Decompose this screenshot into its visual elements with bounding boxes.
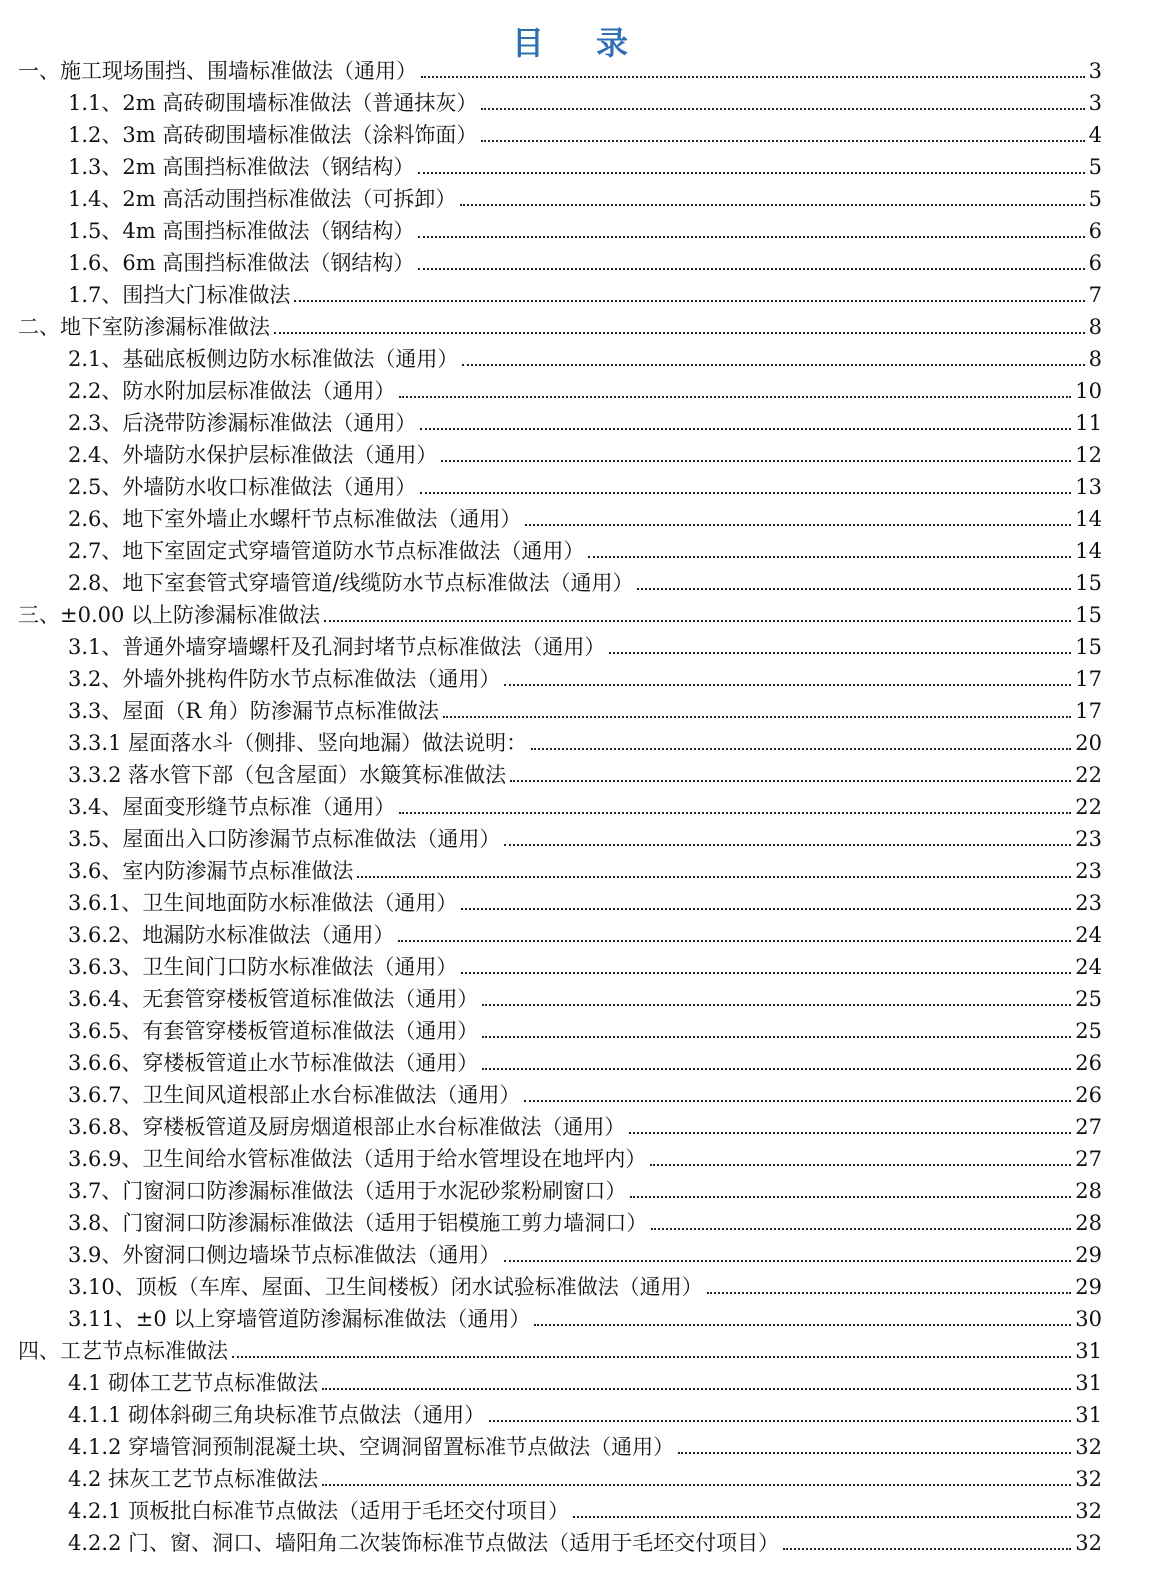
toc-entry-label: 1.7、围挡大门标准做法 xyxy=(68,283,291,307)
toc-subsection-entry[interactable] xyxy=(18,1269,1102,1301)
toc-page-number: 23 xyxy=(1075,827,1102,851)
toc-subsection-entry[interactable] xyxy=(18,981,1102,1013)
toc-entry-label: 3.6.4、无套管穿楼板管道标准做法（通用） xyxy=(68,987,479,1011)
toc-page-number: 31 xyxy=(1075,1339,1102,1363)
toc-subsection-entry[interactable] xyxy=(18,821,1102,853)
toc-dot-leader xyxy=(504,1260,1071,1262)
toc-page-number: 11 xyxy=(1075,411,1102,435)
toc-entry-label: 4.1 砌体工艺节点标准做法 xyxy=(68,1371,319,1395)
toc-subsection-entry[interactable] xyxy=(18,1365,1102,1397)
toc-entry-label: 4.1.1 砌体斜砌三角块标准节点做法（通用） xyxy=(68,1403,486,1427)
toc-entry-label: 3.3.1 屋面落水斗（侧排、竖向地漏）做法说明： xyxy=(68,731,528,755)
toc-subsection-entry[interactable] xyxy=(18,1525,1102,1557)
toc-dot-leader xyxy=(678,1452,1071,1454)
toc-page-number: 23 xyxy=(1075,859,1102,883)
toc-entry-label: 4.2.2 门、窗、洞口、墙阳角二次装饰标准节点做法（适用于毛坯交付项目） xyxy=(68,1531,780,1555)
toc-page-number: 31 xyxy=(1075,1371,1102,1395)
toc-subsection-entry[interactable] xyxy=(18,501,1102,533)
toc-page-number: 27 xyxy=(1075,1147,1102,1171)
toc-entry-label: 3.6.5、有套管穿楼板管道标准做法（通用） xyxy=(68,1019,479,1043)
toc-page-number: 5 xyxy=(1088,155,1102,179)
toc-entry-label: 2.5、外墙防水收口标准做法（通用） xyxy=(68,475,417,499)
page-title: 目 录 xyxy=(511,24,638,63)
toc-entry-label: 3.2、外墙外挑构件防水节点标准做法（通用） xyxy=(68,667,501,691)
toc-entry-label: 四、工艺节点标准做法 xyxy=(18,1339,228,1363)
toc-subsection-entry[interactable] xyxy=(18,789,1102,821)
toc-dot-leader xyxy=(232,1356,1071,1358)
toc-dot-leader xyxy=(461,972,1071,974)
toc-page-number: 28 xyxy=(1075,1179,1102,1203)
toc-dot-leader xyxy=(637,588,1071,590)
toc-entry-label: 二、地下室防渗漏标准做法 xyxy=(18,315,270,339)
toc-page-number: 22 xyxy=(1075,795,1102,819)
toc-dot-leader xyxy=(357,876,1071,878)
table-of-contents xyxy=(18,53,1102,1557)
toc-page-number: 20 xyxy=(1075,731,1102,755)
toc-entry-label: 3.8、门窗洞口防渗漏标准做法（适用于铝模施工剪力墙洞口） xyxy=(68,1211,648,1235)
toc-entry-label: 2.6、地下室外墙止水螺杆节点标准做法（通用） xyxy=(68,507,522,531)
toc-entry-label: 1.2、3m 高砖砌围墙标准做法（涂料饰面） xyxy=(68,123,478,147)
toc-subsection-entry[interactable] xyxy=(18,1141,1102,1173)
toc-subsection-entry[interactable] xyxy=(18,1493,1102,1525)
toc-page-number: 5 xyxy=(1088,187,1102,211)
toc-dot-leader xyxy=(481,140,1084,142)
toc-dot-leader xyxy=(322,1484,1071,1486)
toc-subsection-entry[interactable] xyxy=(18,885,1102,917)
toc-page-number: 30 xyxy=(1075,1307,1102,1331)
toc-page-number: 32 xyxy=(1075,1435,1102,1459)
toc-entry-label: 3.3.2 落水管下部（包含屋面）水簸箕标准做法 xyxy=(68,763,507,787)
toc-page-number: 14 xyxy=(1075,539,1102,563)
toc-page-number: 17 xyxy=(1075,667,1102,691)
toc-subsection-entry[interactable] xyxy=(18,245,1102,277)
toc-subsection-entry[interactable] xyxy=(18,149,1102,181)
toc-page-number: 3 xyxy=(1088,59,1102,83)
toc-page-number: 22 xyxy=(1075,763,1102,787)
toc-page-number: 32 xyxy=(1075,1531,1102,1555)
toc-entry-label: 三、±0.00 以上防渗漏标准做法 xyxy=(18,603,321,627)
toc-entry-label: 一、施工现场围挡、围墙标准做法（通用） xyxy=(18,59,417,83)
toc-subsection-entry[interactable] xyxy=(18,1109,1102,1141)
toc-dot-leader xyxy=(420,492,1071,494)
toc-dot-leader xyxy=(443,716,1071,718)
toc-subsection-entry[interactable] xyxy=(18,1461,1102,1493)
toc-subsection-entry[interactable] xyxy=(18,213,1102,245)
toc-dot-leader xyxy=(481,108,1084,110)
toc-subsection-entry[interactable] xyxy=(18,1173,1102,1205)
toc-section-entry[interactable] xyxy=(18,309,1102,341)
toc-entry-label: 3.9、外窗洞口侧边墙垛节点标准做法（通用） xyxy=(68,1243,501,1267)
toc-subsection-entry[interactable] xyxy=(18,1237,1102,1269)
toc-page-number: 10 xyxy=(1075,379,1102,403)
toc-dot-leader xyxy=(504,844,1071,846)
toc-subsection-entry[interactable] xyxy=(18,181,1102,213)
toc-dot-leader xyxy=(421,76,1085,78)
toc-subsection-entry[interactable] xyxy=(18,85,1102,117)
toc-dot-leader xyxy=(609,652,1071,654)
toc-page-number: 32 xyxy=(1075,1499,1102,1523)
toc-entry-label: 3.7、门窗洞口防渗漏标准做法（适用于水泥砂浆粉刷窗口） xyxy=(68,1179,627,1203)
toc-subsection-entry[interactable] xyxy=(18,629,1102,661)
toc-dot-leader xyxy=(418,236,1084,238)
toc-dot-leader xyxy=(534,1324,1071,1326)
toc-subsection-entry[interactable] xyxy=(18,917,1102,949)
toc-dot-leader xyxy=(707,1292,1072,1294)
toc-dot-leader xyxy=(418,172,1084,174)
toc-page-number: 29 xyxy=(1075,1243,1102,1267)
toc-dot-leader xyxy=(462,364,1084,366)
toc-entry-label: 3.6.7、卫生间风道根部止水台标准做法（通用） xyxy=(68,1083,521,1107)
toc-entry-label: 1.4、2m 高活动围挡标准做法（可拆卸） xyxy=(68,187,457,211)
toc-entry-label: 2.7、地下室固定式穿墙管道防水节点标准做法（通用） xyxy=(68,539,585,563)
toc-page-number: 15 xyxy=(1075,571,1102,595)
toc-page-number: 26 xyxy=(1075,1083,1102,1107)
toc-page-number: 25 xyxy=(1075,987,1102,1011)
toc-entry-label: 3.6.2、地漏防水标准做法（通用） xyxy=(68,923,395,947)
toc-subsection-entry[interactable] xyxy=(18,277,1102,309)
toc-page-number: 13 xyxy=(1075,475,1102,499)
toc-section-entry[interactable] xyxy=(18,53,1102,85)
toc-entry-label: 1.3、2m 高围挡标准做法（钢结构） xyxy=(68,155,415,179)
toc-subsection-entry[interactable] xyxy=(18,1301,1102,1333)
toc-subsection-entry[interactable] xyxy=(18,757,1102,789)
toc-entry-label: 3.6.3、卫生间门口防水标准做法（通用） xyxy=(68,955,458,979)
toc-entry-label: 2.1、基础底板侧边防水标准做法（通用） xyxy=(68,347,459,371)
toc-dot-leader xyxy=(489,1420,1071,1422)
toc-page-number: 28 xyxy=(1075,1211,1102,1235)
toc-dot-leader xyxy=(274,332,1085,334)
toc-dot-leader xyxy=(460,204,1084,206)
toc-page-number: 24 xyxy=(1075,955,1102,979)
toc-dot-leader xyxy=(629,1132,1071,1134)
toc-entry-label: 2.2、防水附加层标准做法（通用） xyxy=(68,379,396,403)
toc-page-number: 32 xyxy=(1075,1467,1102,1491)
toc-page-number: 15 xyxy=(1075,635,1102,659)
toc-dot-leader xyxy=(482,1004,1071,1006)
toc-dot-leader xyxy=(783,1548,1071,1550)
toc-entry-label: 3.4、屋面变形缝节点标准（通用） xyxy=(68,795,396,819)
toc-dot-leader xyxy=(531,748,1071,750)
toc-subsection-entry[interactable] xyxy=(18,437,1102,469)
toc-entry-label: 4.1.2 穿墙管洞预制混凝土块、空调洞留置标准节点做法（通用） xyxy=(68,1435,675,1459)
toc-entry-label: 1.5、4m 高围挡标准做法（钢结构） xyxy=(68,219,415,243)
toc-entry-label: 3.10、顶板（车库、屋面、卫生间楼板）闭水试验标准做法（通用） xyxy=(68,1275,703,1299)
toc-dot-leader xyxy=(461,908,1071,910)
toc-subsection-entry[interactable] xyxy=(18,949,1102,981)
toc-entry-label: 3.6.8、穿楼板管道及厨房烟道根部止水台标准做法（通用） xyxy=(68,1115,626,1139)
toc-dot-leader xyxy=(322,1388,1071,1390)
toc-subsection-entry[interactable] xyxy=(18,117,1102,149)
toc-subsection-entry[interactable] xyxy=(18,725,1102,757)
toc-page-number: 8 xyxy=(1088,315,1102,339)
toc-subsection-entry[interactable] xyxy=(18,1013,1102,1045)
toc-dot-leader xyxy=(525,524,1071,526)
toc-page-number: 31 xyxy=(1075,1403,1102,1427)
toc-subsection-entry[interactable] xyxy=(18,405,1102,437)
toc-page-number: 6 xyxy=(1088,219,1102,243)
toc-entry-label: 4.2.1 顶板批白标准节点做法（适用于毛坯交付项目） xyxy=(68,1499,570,1523)
toc-page-number: 27 xyxy=(1075,1115,1102,1139)
toc-page-number: 26 xyxy=(1075,1051,1102,1075)
toc-subsection-entry[interactable] xyxy=(18,853,1102,885)
toc-page-number: 17 xyxy=(1075,699,1102,723)
toc-subsection-entry[interactable] xyxy=(18,1429,1102,1461)
toc-entry-label: 2.4、外墙防水保护层标准做法（通用） xyxy=(68,443,438,467)
toc-dot-leader xyxy=(399,812,1071,814)
toc-entry-label: 3.6.9、卫生间给水管标准做法（适用于给水管埋设在地坪内） xyxy=(68,1147,647,1171)
toc-subsection-entry[interactable] xyxy=(18,1077,1102,1109)
toc-page-number: 15 xyxy=(1075,603,1102,627)
toc-dot-leader xyxy=(398,940,1071,942)
toc-page-number: 14 xyxy=(1075,507,1102,531)
toc-dot-leader xyxy=(573,1516,1071,1518)
toc-dot-leader xyxy=(588,556,1071,558)
toc-entry-label: 3.11、±0 以上穿墙管道防渗漏标准做法（通用） xyxy=(68,1307,531,1331)
toc-subsection-entry[interactable] xyxy=(18,341,1102,373)
toc-entry-label: 1.6、6m 高围挡标准做法（钢结构） xyxy=(68,251,415,275)
toc-page-number: 3 xyxy=(1088,91,1102,115)
toc-page-number: 12 xyxy=(1075,443,1102,467)
toc-dot-leader xyxy=(482,1036,1071,1038)
toc-entry-label: 3.6.6、穿楼板管道止水节标准做法（通用） xyxy=(68,1051,479,1075)
toc-dot-leader xyxy=(324,620,1071,622)
toc-page-number: 23 xyxy=(1075,891,1102,915)
toc-entry-label: 3.1、普通外墙穿墙螺杆及孔洞封堵节点标准做法（通用） xyxy=(68,635,606,659)
toc-entry-label: 4.2 抹灰工艺节点标准做法 xyxy=(68,1467,319,1491)
toc-dot-leader xyxy=(524,1100,1071,1102)
toc-page-number: 4 xyxy=(1088,123,1102,147)
toc-page-number: 25 xyxy=(1075,1019,1102,1043)
toc-subsection-entry[interactable] xyxy=(18,1205,1102,1237)
toc-page-number: 29 xyxy=(1075,1275,1102,1299)
toc-subsection-entry[interactable] xyxy=(18,469,1102,501)
toc-subsection-entry[interactable] xyxy=(18,373,1102,405)
toc-dot-leader xyxy=(630,1196,1071,1198)
toc-dot-leader xyxy=(399,396,1071,398)
toc-entry-label: 2.8、地下室套管式穿墙管道/线缆防水节点标准做法（通用） xyxy=(68,571,634,595)
toc-dot-leader xyxy=(420,428,1071,430)
toc-dot-leader xyxy=(650,1164,1071,1166)
toc-dot-leader xyxy=(441,460,1071,462)
toc-entry-label: 2.3、后浇带防渗漏标准做法（通用） xyxy=(68,411,417,435)
toc-entry-label: 3.6.1、卫生间地面防水标准做法（通用） xyxy=(68,891,458,915)
toc-entry-label: 3.3、屋面（R 角）防渗漏节点标准做法 xyxy=(68,699,439,723)
toc-section-entry[interactable] xyxy=(18,1333,1102,1365)
toc-section-entry[interactable] xyxy=(18,597,1102,629)
toc-subsection-entry[interactable] xyxy=(18,565,1102,597)
toc-page-number: 7 xyxy=(1088,283,1102,307)
toc-dot-leader xyxy=(482,1068,1071,1070)
toc-entry-label: 1.1、2m 高砖砌围墙标准做法（普通抹灰） xyxy=(68,91,478,115)
toc-dot-leader xyxy=(294,300,1084,302)
toc-page-number: 6 xyxy=(1088,251,1102,275)
toc-dot-leader xyxy=(510,780,1071,782)
toc-entry-label: 3.6、室内防渗漏节点标准做法 xyxy=(68,859,354,883)
toc-page-number: 24 xyxy=(1075,923,1102,947)
toc-subsection-entry[interactable] xyxy=(18,1397,1102,1429)
toc-dot-leader xyxy=(418,268,1084,270)
toc-subsection-entry[interactable] xyxy=(18,533,1102,565)
toc-subsection-entry[interactable] xyxy=(18,661,1102,693)
toc-entry-label: 3.5、屋面出入口防渗漏节点标准做法（通用） xyxy=(68,827,501,851)
toc-page-number: 8 xyxy=(1088,347,1102,371)
toc-subsection-entry[interactable] xyxy=(18,693,1102,725)
toc-subsection-entry[interactable] xyxy=(18,1045,1102,1077)
toc-dot-leader xyxy=(504,684,1071,686)
toc-dot-leader xyxy=(651,1228,1071,1230)
